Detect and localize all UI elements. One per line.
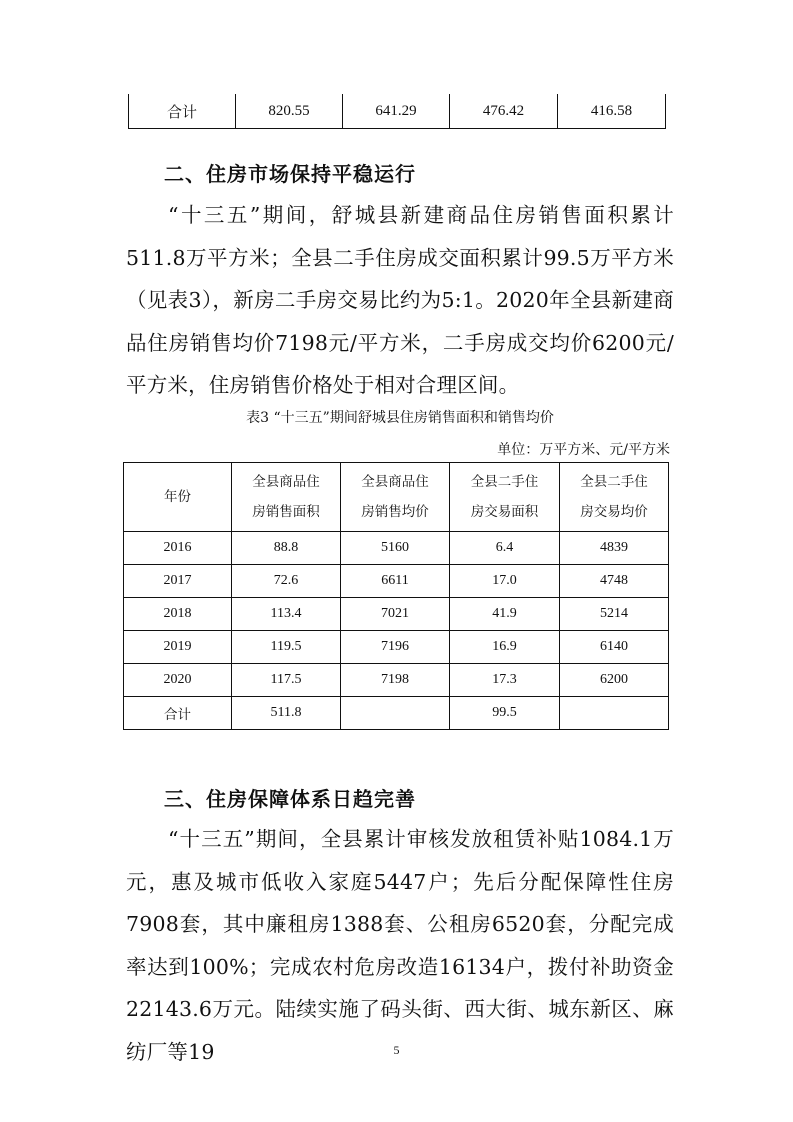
table-cell: 2017 [124,565,232,598]
table-cell [341,697,450,730]
table-unit-note: 单位：万平方米、元/平方米 [497,442,670,458]
table-cell: 72.6 [232,565,341,598]
table-cell: 88.8 [232,532,341,565]
column-header [450,463,560,532]
table-cell: 16.9 [450,631,560,664]
page-number: 5 [393,1043,400,1057]
table-cell: 511.8 [232,697,341,730]
table-row [124,631,669,664]
table-row [124,598,669,631]
table-row [129,94,666,129]
table-cell: 476.42 [450,94,558,129]
table-cell: 4839 [560,532,669,565]
table-row [124,532,669,565]
table-cell: 99.5 [450,697,560,730]
table-cell: 6611 [341,565,450,598]
column-header [560,463,669,532]
table-cell: 6200 [560,664,669,697]
body-paragraph: “十三五”期间，全县累计审核发放租赁补贴1084.1万元，惠及城市低收入家庭5447户；先后分配保障性住房7908套，其中廉租房1388套、公租房6520套，分配完成率达到100%；完成农村危房改造16134户，拨付补助资金22143.6万元。陆续实施了码头街、西大街、城东新区、麻纺厂等19 [126,827,674,1064]
table-cell: 113.4 [232,598,341,631]
table-cell: 820.55 [236,94,343,129]
previous-table-total-row [128,94,666,129]
table-cell: 119.5 [232,631,341,664]
table-cell: 6.4 [450,532,560,565]
table-row [124,565,669,598]
table-total-row [124,697,669,730]
column-header-text: 全县二手住房交易面积 [470,474,539,520]
table-cell: 641.29 [343,94,450,129]
section-heading: 三、住房保障体系日趋完善 [164,787,416,811]
table-cell: 17.3 [450,664,560,697]
table-cell: 416.58 [558,94,666,129]
table-row [124,664,669,697]
table-cell: 117.5 [232,664,341,697]
table-cell: 2020 [124,664,232,697]
column-header-text: 全县商品住房销售均价 [361,474,429,520]
column-header-text: 全县二手住房交易均价 [580,474,648,520]
table-cell: 合计 [124,697,232,730]
table-cell: 5160 [341,532,450,565]
table-cell: 41.9 [450,598,560,631]
table-cell: 17.0 [450,565,560,598]
column-header: 年份 [124,463,232,532]
data-table [123,462,669,730]
table-cell: 5214 [560,598,669,631]
table-cell: 合计 [129,94,236,129]
table-cell: 2016 [124,532,232,565]
column-header-text: 全县商品住房销售面积 [252,474,320,520]
table-caption: 表3 “十三五”期间舒城县住房销售面积和销售均价 [246,410,554,426]
section-heading: 二、住房市场保持平稳运行 [164,162,416,186]
table-cell: 2018 [124,598,232,631]
table-cell: 2019 [124,631,232,664]
table-header-row [124,463,669,532]
table-cell: 7196 [341,631,450,664]
table-cell: 6140 [560,631,669,664]
column-header [232,463,341,532]
table-cell: 4748 [560,565,669,598]
column-header [341,463,450,532]
table-cell [560,697,669,730]
body-paragraph: “十三五”期间，舒城县新建商品住房销售面积累计511.8万平方米；全县二手住房成交面积累计99.5万平方米（见表3），新房二手房交易比约为5:1。2020年全县新建商品住房销售均价7198元/平方米，二手房成交均价6200元/平方米，住房销售价格处于相对合理区间。 [126,203,674,398]
table-cell: 7021 [341,598,450,631]
table-cell: 7198 [341,664,450,697]
